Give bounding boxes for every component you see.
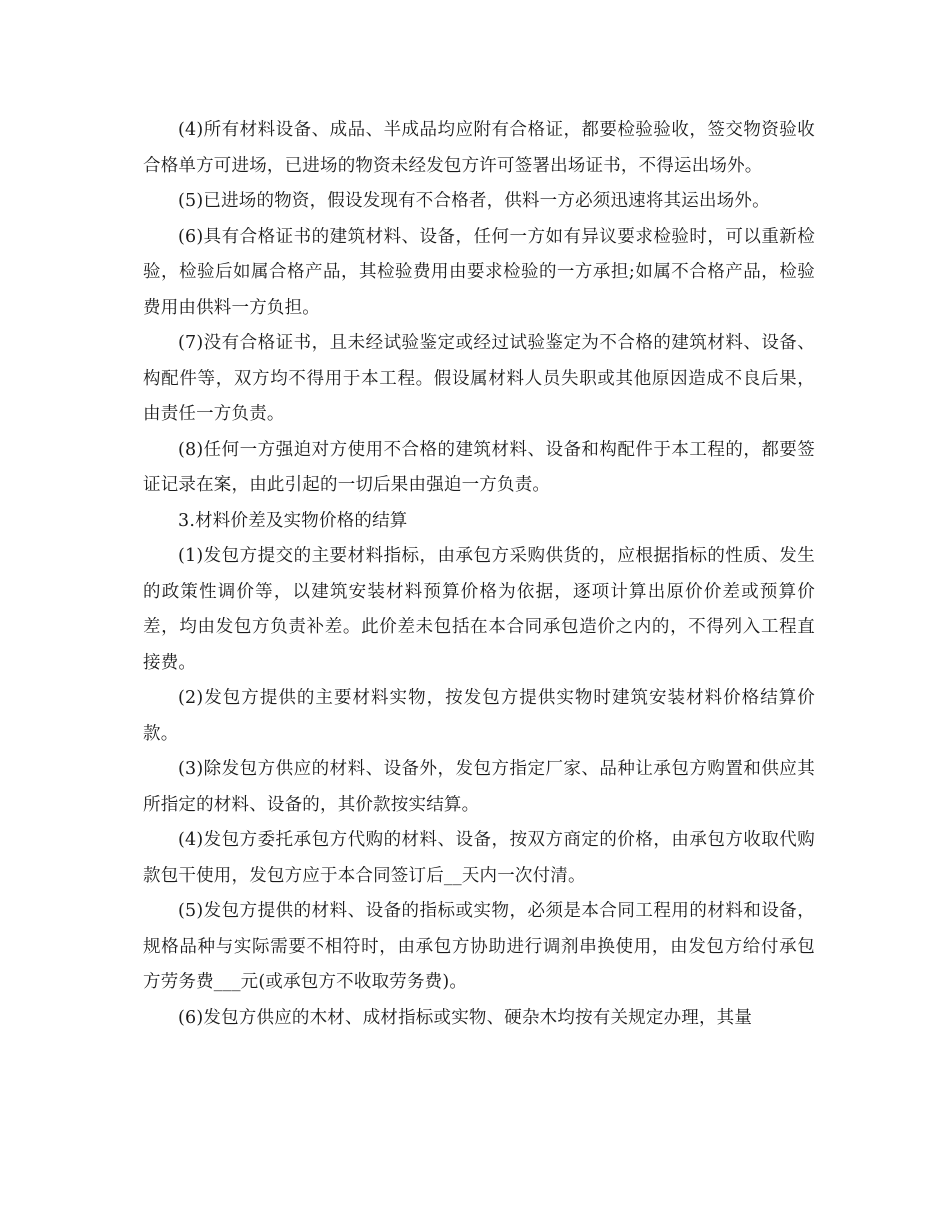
paragraph-commissioned-purchase: (4)发包方委托承包方代购的材料、设备，按双方商定的价格，由承包方收取代购款包干使用，发包方应于本合同签订后__天内一次付清。 (143, 830, 815, 886)
paragraph-forced-use: (8)任何一方强迫对方使用不合格的建筑材料、设备和构配件于本工程的，都要签证记录在案，由此引起的一切后果由强迫一方负责。 (143, 439, 815, 495)
paragraph-reinspection: (6)具有合格证书的建筑材料、设备，任何一方如有异议要求检验时，可以重新检验，检验后如属合格产品，其检验费用由要求检验的一方承担;如属不合格产品，检验费用由供料一方负担。 (143, 226, 815, 318)
document-body (143, 113, 815, 1036)
paragraph-swap-usage: (5)发包方提供的材料、设备的指标或实物，必须是本合同工程用的材料和设备，规格品种与实际需要不相符时，由承包方协助进行调剂串换使用，由发包方给付承包方劳务费___元(或承包方不收取劳务费)。 (143, 901, 815, 992)
paragraph-designated-purchase: (3)除发包方供应的材料、设备外，发包方指定厂家、品种让承包方购置和供应其所指定的材料、设备的，其价款按实结算。 (143, 759, 815, 815)
paragraph-materials-certificate: (4)所有材料设备、成品、半成品均应附有合格证，都要检验验收，签交物资验收合格单方可进场，已进场的物资未经发包方许可签署出场证书，不得运出场外。 (143, 120, 815, 176)
paragraph-unqualified-removal: (5)已进场的物资，假设发现有不合格者，供料一方必须迅速将其运出场外。 (178, 191, 770, 211)
paragraph-price-difference: (1)发包方提交的主要材料指标，由承包方采购供货的，应根据指标的性质、发生的政策性调价等，以建筑安装材料预算价格为依据，逐项计算出原价价差或预算价差，均由发包方负责补差。此价差未包括在本合同承包造价之内的，不得列入工程直接费。 (143, 546, 815, 673)
paragraph-no-certificate: (7)没有合格证书，且未经试验鉴定或经过试验鉴定为不合格的建筑材料、设备、构配件等，双方均不得用于本工程。假设属材料人员失职或其他原因造成不良后果，由责任一方负责。 (143, 333, 815, 424)
paragraph-material-settlement: (2)发包方提供的主要材料实物，按发包方提供实物时建筑安装材料价格结算价款。 (143, 688, 815, 744)
paragraph-timber-supply: (6)发包方供应的木材、成材指标或实物、硬杂木均按有关规定办理，其量 (178, 1007, 753, 1028)
section-heading-price-settlement: 3.材料价差及实物价格的结算 (178, 510, 408, 531)
